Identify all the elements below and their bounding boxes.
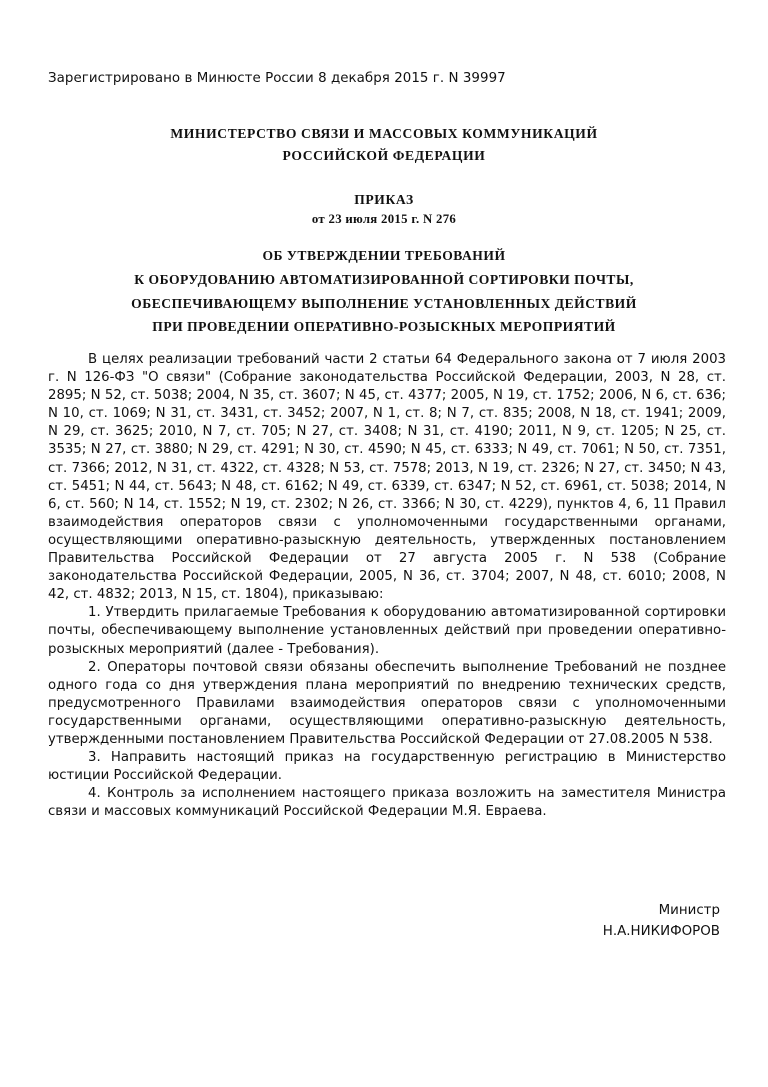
order-date: от 23 июля 2015 г. N 276	[311, 212, 457, 226]
signature-name: Н.А.НИКИФОРОВ	[602, 924, 720, 939]
title-line-2: К ОБОРУДОВАНИЮ АВТОМАТИЗИРОВАННОЙ СОРТИРОВКИ ПОЧТЫ,	[134, 271, 634, 287]
title-line-1: ОБ УТВЕРЖДЕНИИ ТРЕБОВАНИЙ	[262, 248, 506, 263]
title-line-3: ОБЕСПЕЧИВАЮЩЕМУ ВЫПОЛНЕНИЕ УСТАНОВЛЕННЫХ ДЕЙСТВИЙ	[131, 295, 637, 311]
order-title	[48, 244, 720, 339]
item-3-paragraph: 3. Направить настоящий приказ на государственную регистрацию в Министерство юстиции Российской Федерации.	[48, 750, 726, 784]
preamble-paragraph: В целях реализации требований части 2 статьи 64 Федерального закона от 7 июля 2003 г. N 126-ФЗ "О связи" (Собрание законодательства Российской Федерации, 2003, N 28, ст. 2895; N 52, ст. 5038; 2004, N 35, ст. 3607; N 45, ст. 4377; 2005, N 19, ст. 1752; 2006, N 6, ст. 636; N 10, ст. 1069; N 31, ст. 3431, ст. 3452; 2007, N 1, ст. 8; N 7, ст. 835; 2008, N 18, ст. 1941; 2009, N 29, ст. 3625; 2010, N 7, ст. 705; N 27, ст. 3408; N 31, ст. 4190; 2011, N 9, ст. 1205; N 25, ст. 3535; N 27, ст. 3880; N 29, ст. 4291; N 30, ст. 4590; N 45, ст. 6333; N 49, ст. 7061; N 50, ст. 7351, ст. 7366; 2012, N 31, ст. 4322, ст. 4328; N 53, ст. 7578; 2013, N 19, ст. 2326; N 27, ст. 3450; N 43, ст. 5451; N 44, ст. 5643; N 48, ст. 6162; N 49, ст. 6339, ст. 6347; N 52, ст. 6961, ст. 5038; 2014, N 6, ст. 560; N 14, ст. 1552; N 19, ст. 2302; N 26, ст. 3366; N 30, ст. 4229), пунктов 4, 6, 11 Правил взаимодействия операторов связи с уполномоченными государственными органами, осуществляющими оперативно-разыскную деятельность, утвержденных постановлением Правительства Российской Федерации от 27 августа 2005 г. N 538 (Собрание законодательства Российской Федерации, 2005, N 36, ст. 3704; 2007, N 48, ст. 6010; 2008, N 42, ст. 4832; 2013, N 15, ст. 1804), приказываю:	[48, 352, 726, 603]
item-4-paragraph: 4. Контроль за исполнением настоящего приказа возложить на заместителя Министра связи и массовых коммуникаций Российской Федерации М.Я. Евраева.	[48, 786, 726, 820]
title-line-4: ПРИ ПРОВЕДЕНИИ ОПЕРАТИВНО-РОЗЫСКНЫХ МЕРОПРИЯТИЙ	[152, 319, 616, 335]
item-2-paragraph: 2. Операторы почтовой связи обязаны обеспечить выполнение Требований не позднее одного года со дня утверждения плана мероприятий по внедрению технических средств, предусмотренного Правилами взаимодействия операторов связи с уполномоченными государственными органами, осуществляющими оперативно-разыскную деятельность, утвержденными постановлением Правительства Российской Федерации от 27.08.2005 N 538.	[48, 659, 726, 747]
registration-note: Зарегистрировано в Минюсте России 8 декабря 2015 г. N 39997	[48, 71, 506, 86]
signature-position: Министр	[658, 903, 720, 918]
order-body	[48, 351, 726, 821]
signature-block	[603, 900, 720, 942]
item-1-paragraph: 1. Утвердить прилагаемые Требования к оборудованию автоматизированной сортировки почты, обеспечивающему выполнение установленных действий при проведении оперативно-розыскных мероприятий (далее - Требования).	[48, 605, 726, 657]
order-word: ПРИКАЗ	[354, 192, 414, 207]
ministry-header	[48, 123, 720, 167]
ministry-line-2: РОССИЙСКОЙ ФЕДЕРАЦИИ	[282, 148, 486, 163]
ministry-line-1: МИНИСТЕРСТВО СВЯЗИ И МАССОВЫХ КОММУНИКАЦИЙ	[170, 126, 598, 141]
